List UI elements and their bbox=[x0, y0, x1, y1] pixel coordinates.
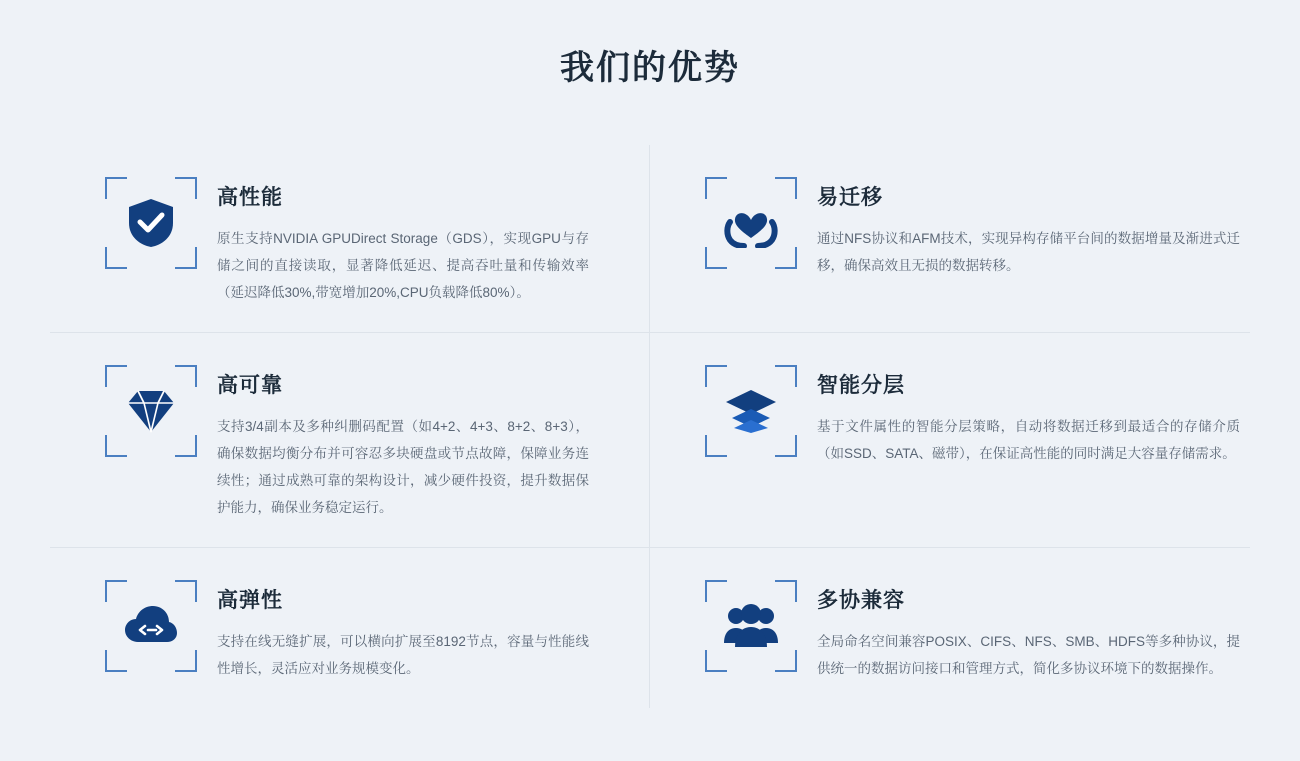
card-title: 智能分层 bbox=[817, 374, 905, 397]
card-title: 多协兼容 bbox=[817, 589, 905, 612]
advantage-card-high-reliability bbox=[50, 333, 650, 548]
heart-hands-icon bbox=[723, 195, 779, 251]
icon-frame bbox=[705, 580, 797, 672]
card-description: 原生支持NVIDIA GPUDirect Storage（GDS），实现GPU与存储之间的直接读取，显著降低延迟、提高吞吐量和传输效率（延迟降低30%,带宽增加20%,CPU负载降低80%）。 bbox=[217, 231, 589, 300]
cloud-exchange-icon bbox=[123, 598, 179, 654]
page-title: 我们的优势 bbox=[560, 49, 740, 87]
card-text bbox=[817, 578, 1240, 682]
icon-frame bbox=[705, 177, 797, 269]
card-description: 支持在线无缝扩展，可以横向扩展至8192节点，容量与性能线性增长，灵活应对业务规模变化。 bbox=[217, 634, 589, 676]
advantage-card-smart-tiering bbox=[650, 333, 1250, 548]
card-description: 支持3/4副本及多种纠删码配置（如4+2、4+3、8+2、8+3），确保数据均衡分布并可容忍多块硬盘或节点故障，保障业务连续性；通过成熟可靠的架构设计，减少硬件投资，提升数据保护能力，确保业务稳定运行。 bbox=[217, 419, 589, 515]
shield-check-icon bbox=[123, 195, 179, 251]
icon-frame bbox=[105, 580, 197, 672]
icon-frame bbox=[105, 365, 197, 457]
card-title: 易迁移 bbox=[817, 186, 883, 209]
card-text bbox=[217, 578, 589, 682]
card-text bbox=[817, 363, 1240, 467]
advantage-card-easy-migration bbox=[650, 145, 1250, 333]
card-description: 全局命名空间兼容POSIX、CIFS、NFS、SMB、HDFS等多种协议，提供统一的数据访问接口和管理方式，简化多协议环境下的数据操作。 bbox=[817, 634, 1240, 676]
icon-frame bbox=[705, 365, 797, 457]
card-text bbox=[217, 175, 589, 306]
advantage-card-multi-protocol bbox=[650, 548, 1250, 708]
icon-frame bbox=[105, 177, 197, 269]
card-title: 高弹性 bbox=[217, 589, 283, 612]
layers-icon bbox=[723, 383, 779, 439]
card-description: 通过NFS协议和AFM技术，实现异构存储平台间的数据增量及渐进式迁移，确保高效且无损的数据转移。 bbox=[817, 231, 1240, 273]
card-description: 基于文件属性的智能分层策略，自动将数据迁移到最适合的存储介质（如SSD、SATA、磁带），在保证高性能的同时满足大容量存储需求。 bbox=[817, 419, 1240, 461]
card-title: 高性能 bbox=[217, 186, 283, 209]
advantage-card-high-performance bbox=[50, 145, 650, 333]
advantages-grid bbox=[50, 145, 1250, 708]
card-text bbox=[217, 363, 589, 521]
users-group-icon bbox=[723, 598, 779, 654]
card-title: 高可靠 bbox=[217, 374, 283, 397]
advantage-card-high-elasticity bbox=[50, 548, 650, 708]
diamond-icon bbox=[123, 383, 179, 439]
card-text bbox=[817, 175, 1240, 279]
